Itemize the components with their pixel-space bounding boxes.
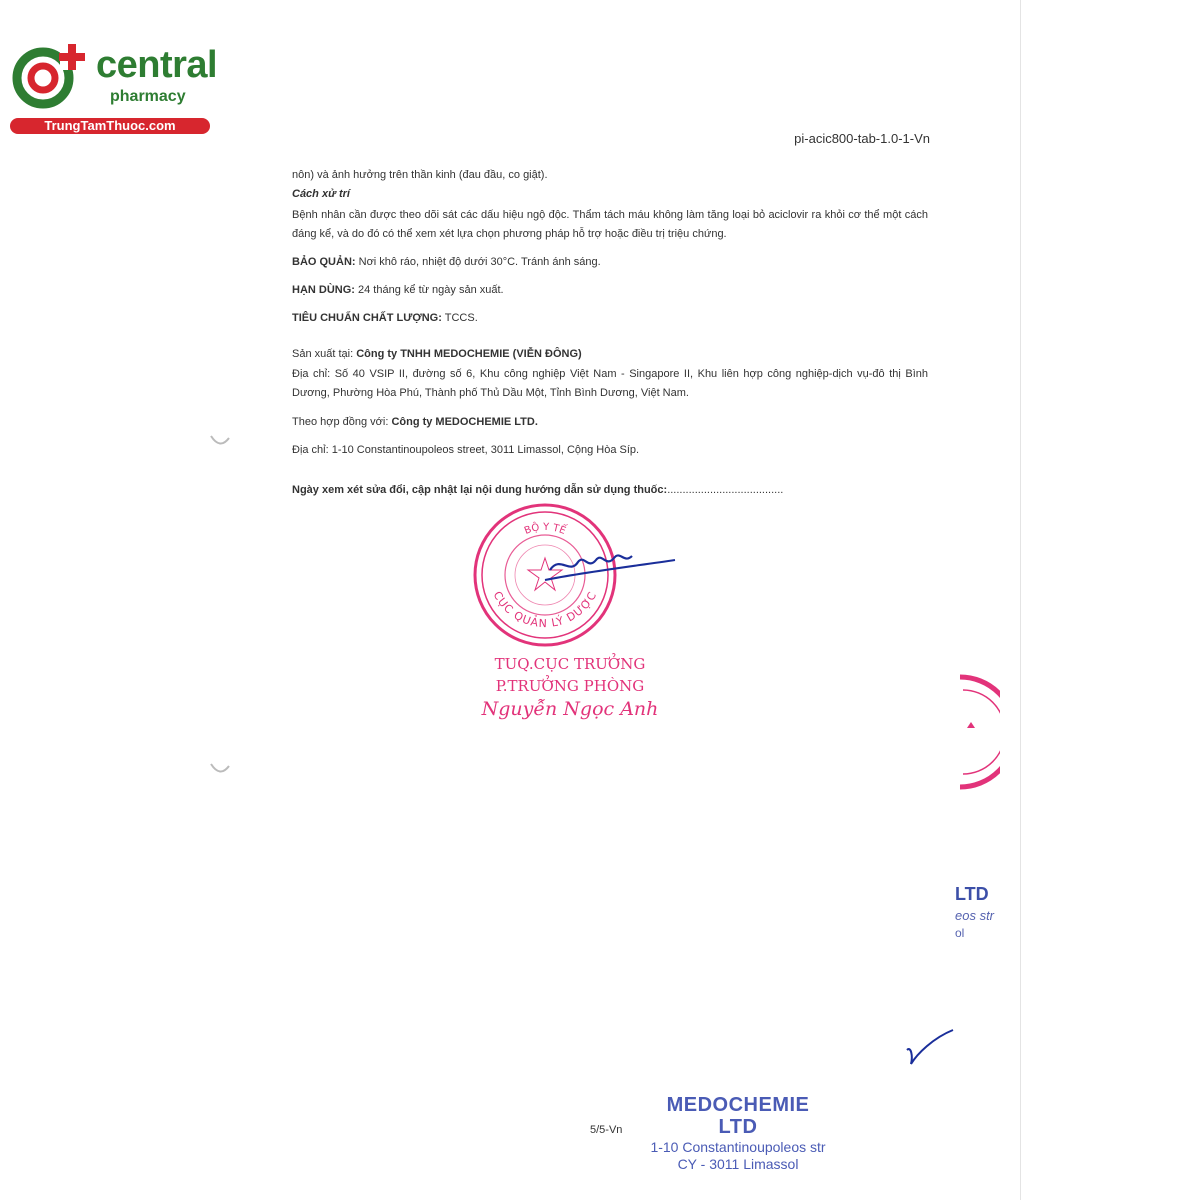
- side-stamp-city: ol: [955, 926, 965, 940]
- company-stamp-name: MEDOCHEMIE LTD: [666, 1094, 810, 1138]
- contract-address: Địa chỉ: 1-10 Constantinoupoleos street, 3011 Limassol, Cộng Hòa Síp.: [292, 444, 640, 456]
- standard-label: TIÊU CHUẨN CHẤT LƯỢNG:: [292, 312, 442, 324]
- signatory-title-2: P.TRƯỞNG PHÒNG: [495, 677, 645, 695]
- logo-url-banner: TrungTamThuoc.com: [10, 118, 210, 134]
- document-reference: pi-acic800-tab-1.0-1-Vn: [794, 131, 930, 146]
- punch-hole-icon: [209, 434, 231, 448]
- treatment-text: Bệnh nhân cần được theo dõi sát các dấu hiệu ngộ độc. Thẩm tách máu không làm tăng loại bỏ aciclovir ra khỏi cơ thể một cách đáng kể, và do đó có thể xem xét lựa chọn phương pháp hỗ trợ hoặc điều trị triệu chứng.: [292, 209, 928, 240]
- signatory-name: Nguyễn Ngọc Anh: [481, 698, 659, 720]
- storage-value: Nơi khô ráo, nhiệt độ dưới 30°C. Tránh ánh sáng.: [358, 256, 601, 268]
- checkmark-icon: [903, 1028, 958, 1073]
- overdose-text: nôn) và ảnh hưởng trên thần kinh (đau đầu, co giật).: [292, 169, 548, 181]
- svg-text:CỤC QUẢN LÝ DƯỢC: [490, 589, 599, 630]
- page-number: 5/5-Vn: [590, 1124, 623, 1136]
- storage-section: [292, 253, 928, 272]
- company-stamp: [648, 1094, 828, 1172]
- contract-name: Công ty MEDOCHEMIE LTD.: [391, 416, 538, 428]
- seal-top-text: BỘ Y TẾ: [522, 521, 568, 538]
- punch-hole-icon: [209, 762, 231, 776]
- revision-line: [292, 481, 928, 500]
- logo-sub-text: pharmacy: [110, 88, 186, 105]
- standard-value: TCCS.: [444, 312, 478, 324]
- central-pharmacy-logo: [10, 38, 220, 138]
- pharmacy-cross-logo-icon: [10, 38, 88, 116]
- company-stamp-street: 1-10 Constantinoupoleos str: [650, 1139, 826, 1155]
- shelf-life-section: [292, 281, 928, 300]
- revision-label: Ngày xem xét sửa đổi, cập nhật lại nội dung hướng dẫn sử dụng thuốc:: [292, 484, 668, 496]
- revision-dots: ......................................: [667, 484, 784, 496]
- manufacturer-label: Sản xuất tại:: [292, 348, 354, 360]
- shelf-life-value: 24 tháng kể từ ngày sản xuất.: [358, 284, 504, 296]
- contract-label: Theo hợp đồng với:: [292, 416, 389, 428]
- side-stamp-street: eos str: [955, 908, 995, 923]
- standard-section: [292, 309, 928, 328]
- manufacturer-address: Địa chỉ: Số 40 VSIP II, đường số 6, Khu công nghiệp Việt Nam - Singapore II, Khu liên hợp công nghiệp-dịch vụ-đô thị Bình Dương, Phường Hòa Phú, Thành phố Thủ Dầu Một, Tỉnh Bình Dương, Việt Nam.: [292, 368, 928, 399]
- signatory-title-1: TUQ.CỤC TRƯỞNG: [494, 655, 646, 673]
- manufacturer-line: [292, 345, 928, 364]
- treatment-heading: Cách xử trí: [292, 188, 350, 200]
- shelf-life-label: HẠN DÙNG:: [292, 284, 355, 296]
- contract-line: [292, 413, 928, 432]
- company-stamp-city: CY - 3011 Limassol: [677, 1156, 799, 1172]
- manufacturer-name: Công ty TNHH MEDOCHEMIE (VIỄN ĐÔNG): [356, 348, 582, 360]
- side-stamp-ltd: LTD: [955, 884, 989, 904]
- seal-ring-text: CỤC QUẢN LÝ DƯỢC: [490, 589, 600, 631]
- partial-seal-stamp: [955, 672, 1000, 792]
- logo-brand-text: central: [96, 44, 218, 86]
- storage-label: BẢO QUẢN:: [292, 256, 356, 268]
- handwritten-signature-icon: [540, 540, 680, 590]
